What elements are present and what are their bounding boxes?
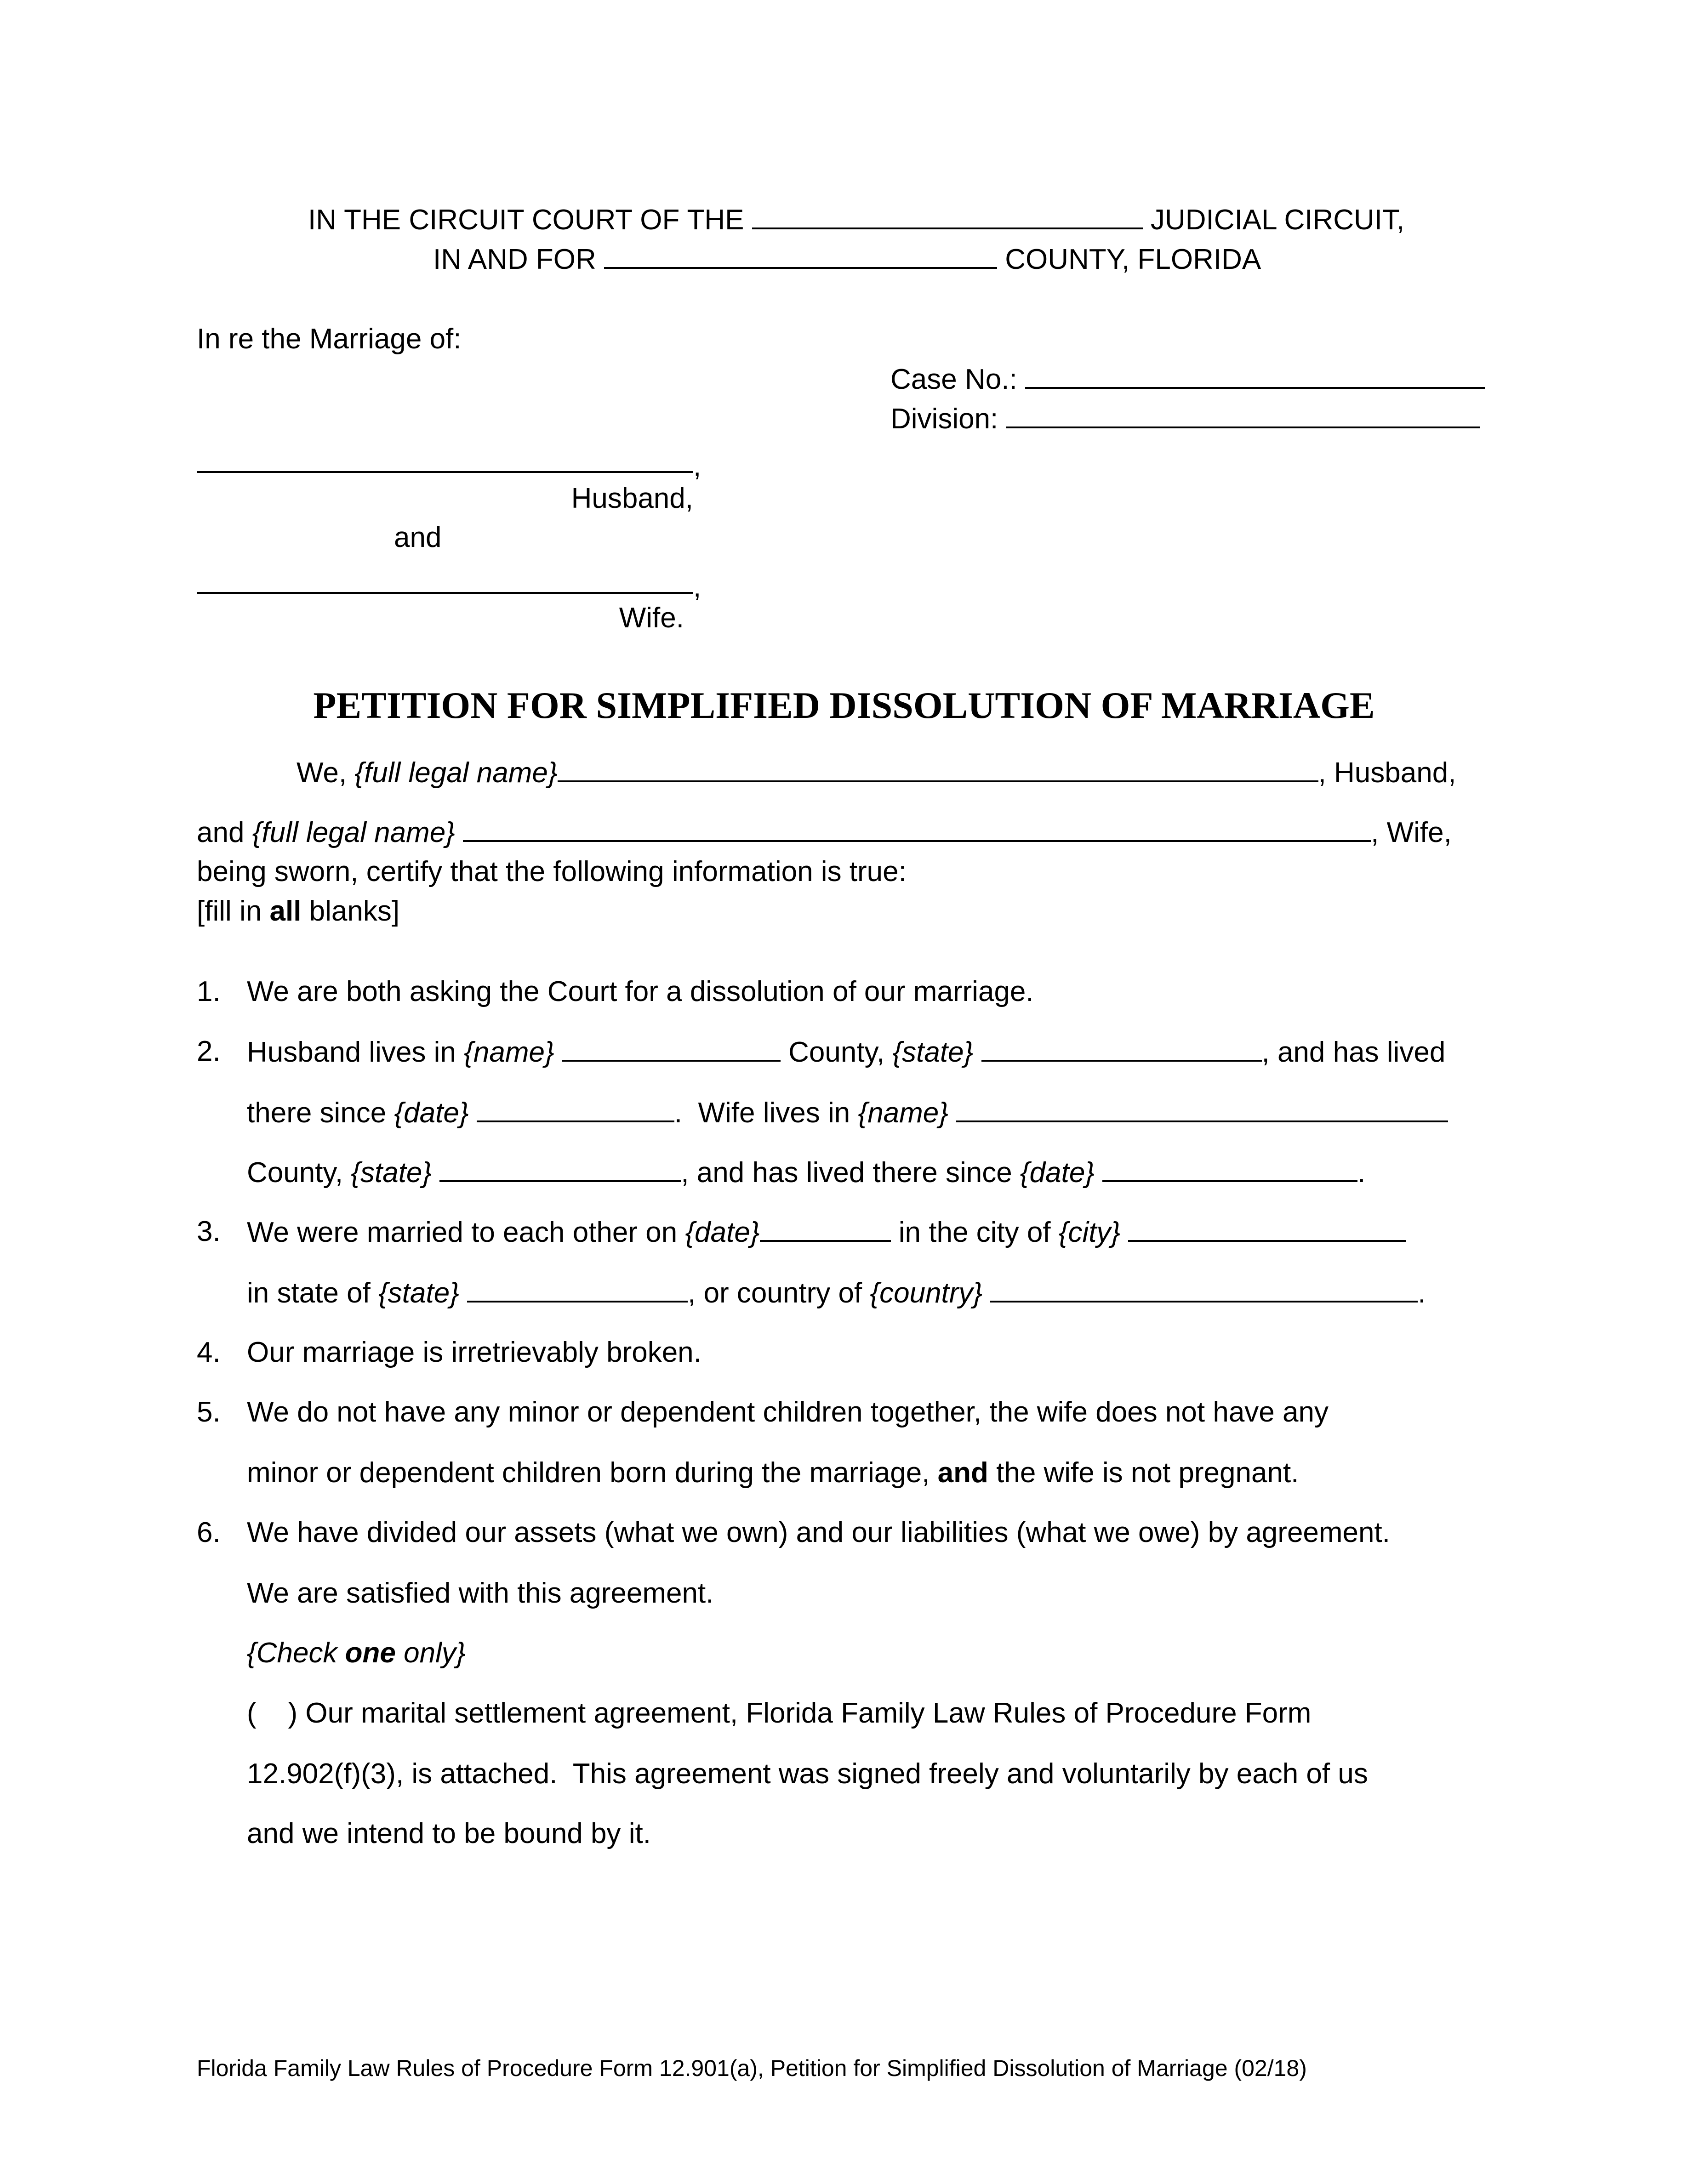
item-6-line-1: We have divided our assets (what we own) and our liabilities (what we owe) by agreement. bbox=[247, 1517, 1390, 1548]
option-line-3: and we intend to be bound by it. bbox=[247, 1818, 651, 1849]
item-2-line-3 bbox=[247, 1154, 1365, 1191]
marriage-country-blank[interactable] bbox=[990, 1274, 1418, 1302]
country-hint: {country} bbox=[870, 1277, 983, 1309]
case-no-label: Case No.: bbox=[890, 364, 1017, 395]
and-label: and bbox=[394, 522, 442, 553]
wife-name-line[interactable] bbox=[197, 592, 693, 594]
wife-has-lived-label: , and has lived there since bbox=[681, 1157, 1020, 1189]
husband-comma: , bbox=[693, 450, 701, 482]
wife-state-blank[interactable] bbox=[439, 1154, 681, 1182]
period: . bbox=[1357, 1157, 1366, 1189]
option-line-1 bbox=[247, 1695, 1311, 1732]
fill-text-a: [fill in bbox=[197, 895, 270, 927]
county-blank[interactable] bbox=[604, 240, 997, 269]
city-label: in the city of bbox=[890, 1217, 1059, 1248]
page-title: PETITION FOR SIMPLIFIED DISSOLUTION OF MARRIAGE bbox=[313, 684, 1375, 726]
check-text-bold: one bbox=[345, 1637, 396, 1669]
husband-since-blank[interactable] bbox=[477, 1094, 674, 1122]
court-label: IN THE CIRCUIT COURT OF THE bbox=[308, 204, 744, 236]
division-blank[interactable] bbox=[1006, 400, 1480, 428]
county-label: County, bbox=[780, 1036, 893, 1068]
in-and-for-label: IN AND FOR bbox=[433, 244, 596, 275]
item-2-line-2 bbox=[247, 1094, 1448, 1132]
there-since-label: there since bbox=[247, 1097, 394, 1129]
husband-full-name-blank[interactable] bbox=[558, 754, 1318, 782]
wife-county-blank[interactable] bbox=[956, 1094, 1448, 1122]
period-2: . bbox=[1418, 1277, 1426, 1309]
item-5-text-c: the wife is not pregnant. bbox=[988, 1457, 1299, 1489]
husband-state-blank[interactable] bbox=[981, 1033, 1262, 1062]
husband-name-hint: {full legal name} bbox=[354, 757, 558, 789]
husband-lives-label: Husband lives in bbox=[247, 1036, 464, 1068]
married-on-label: We were married to each other on bbox=[247, 1217, 685, 1248]
wife-label: Wife. bbox=[619, 602, 684, 634]
marriage-state-hint: {state} bbox=[378, 1277, 459, 1309]
item-5-bold-and: and bbox=[937, 1457, 988, 1489]
item-4-text: Our marriage is irretrievably broken. bbox=[247, 1337, 701, 1368]
item-3-line-1 bbox=[247, 1213, 1406, 1251]
we-label: We, bbox=[297, 757, 347, 789]
in-re-label: In re the Marriage of: bbox=[197, 323, 462, 355]
check-text-c: only} bbox=[395, 1637, 466, 1669]
county-florida-label: COUNTY, FLORIDA bbox=[1005, 244, 1261, 275]
marriage-date-blank[interactable] bbox=[760, 1213, 891, 1242]
option-text-a: Our marital settlement agreement, Florida Family Law Rules of Procedure Form bbox=[297, 1697, 1312, 1729]
court-line-1 bbox=[308, 201, 1404, 239]
case-no-blank[interactable] bbox=[1025, 360, 1485, 389]
state-hint: {state} bbox=[892, 1036, 974, 1068]
item-6-line-2: We are satisfied with this agreement. bbox=[247, 1577, 714, 1609]
wife-lives-label: . Wife lives in bbox=[674, 1097, 858, 1129]
state-hint-2: {state} bbox=[351, 1157, 432, 1189]
item-1-text: We are both asking the Court for a dissolution of our marriage. bbox=[247, 976, 1034, 1007]
item-number-4: 4. bbox=[197, 1337, 221, 1368]
has-lived-label: , and has lived bbox=[1261, 1036, 1446, 1068]
division-label: Division: bbox=[890, 403, 998, 435]
item-5-line-2 bbox=[247, 1455, 1299, 1491]
country-label: , or country of bbox=[688, 1277, 870, 1309]
item-5-text-a: minor or dependent children born during the marriage, bbox=[247, 1457, 938, 1489]
fill-text-c: blanks] bbox=[301, 895, 400, 927]
item-number-1: 1. bbox=[197, 976, 221, 1007]
name-hint: {name} bbox=[464, 1036, 554, 1068]
item-5-line-1: We do not have any minor or dependent children together, the wife does not have any bbox=[247, 1396, 1329, 1428]
wife-comma: , bbox=[693, 571, 701, 603]
page-footer: Florida Family Law Rules of Procedure Form 12.901(a), Petition for Simplified Dissolution of Marriage (02/18) bbox=[197, 2055, 1307, 2081]
item-2-line-1 bbox=[247, 1033, 1445, 1071]
county-label-2: County, bbox=[247, 1157, 351, 1189]
wife-full-name-blank[interactable] bbox=[463, 813, 1371, 842]
name-hint-2: {name} bbox=[858, 1097, 948, 1129]
option-line-2: 12.902(f)(3), is attached. This agreement was signed freely and voluntarily by each of us bbox=[247, 1758, 1368, 1790]
division-row bbox=[890, 400, 1480, 438]
intro-line-1 bbox=[297, 754, 1456, 791]
item-number-6: 6. bbox=[197, 1517, 221, 1548]
fill-text-bold: all bbox=[269, 895, 302, 927]
marriage-city-blank[interactable] bbox=[1128, 1213, 1406, 1242]
state-of-label: in state of bbox=[247, 1277, 379, 1309]
and-word: and bbox=[197, 817, 245, 848]
check-text-a: {Check bbox=[247, 1637, 345, 1669]
husband-name-line[interactable] bbox=[197, 471, 693, 473]
marriage-date-hint: {date} bbox=[685, 1217, 760, 1248]
husband-suffix: , Husband, bbox=[1318, 757, 1456, 789]
date-hint-2: {date} bbox=[1020, 1157, 1095, 1189]
item-number-2: 2. bbox=[197, 1035, 221, 1067]
intro-line-2 bbox=[197, 813, 1452, 851]
court-line-2 bbox=[433, 240, 1261, 278]
item-3-line-2 bbox=[247, 1274, 1426, 1312]
circuit-blank[interactable] bbox=[752, 201, 1143, 229]
settlement-checkbox[interactable]: ( ) bbox=[247, 1697, 298, 1729]
sworn-statement: being sworn, certify that the following information is true: bbox=[197, 856, 907, 887]
item-number-3: 3. bbox=[197, 1216, 221, 1247]
item-number-5: 5. bbox=[197, 1396, 221, 1428]
fill-instruction bbox=[197, 893, 399, 930]
check-one-instruction bbox=[247, 1635, 466, 1672]
wife-suffix: , Wife, bbox=[1371, 817, 1452, 848]
husband-label: Husband, bbox=[571, 483, 693, 514]
date-hint: {date} bbox=[394, 1097, 469, 1129]
wife-name-hint: {full legal name} bbox=[252, 817, 455, 848]
marriage-state-blank[interactable] bbox=[467, 1274, 688, 1302]
husband-county-blank[interactable] bbox=[562, 1033, 781, 1062]
judicial-circuit-label: JUDICIAL CIRCUIT, bbox=[1150, 204, 1405, 236]
case-number-row bbox=[890, 360, 1485, 398]
wife-since-blank[interactable] bbox=[1102, 1154, 1357, 1182]
city-hint: {city} bbox=[1058, 1217, 1121, 1248]
